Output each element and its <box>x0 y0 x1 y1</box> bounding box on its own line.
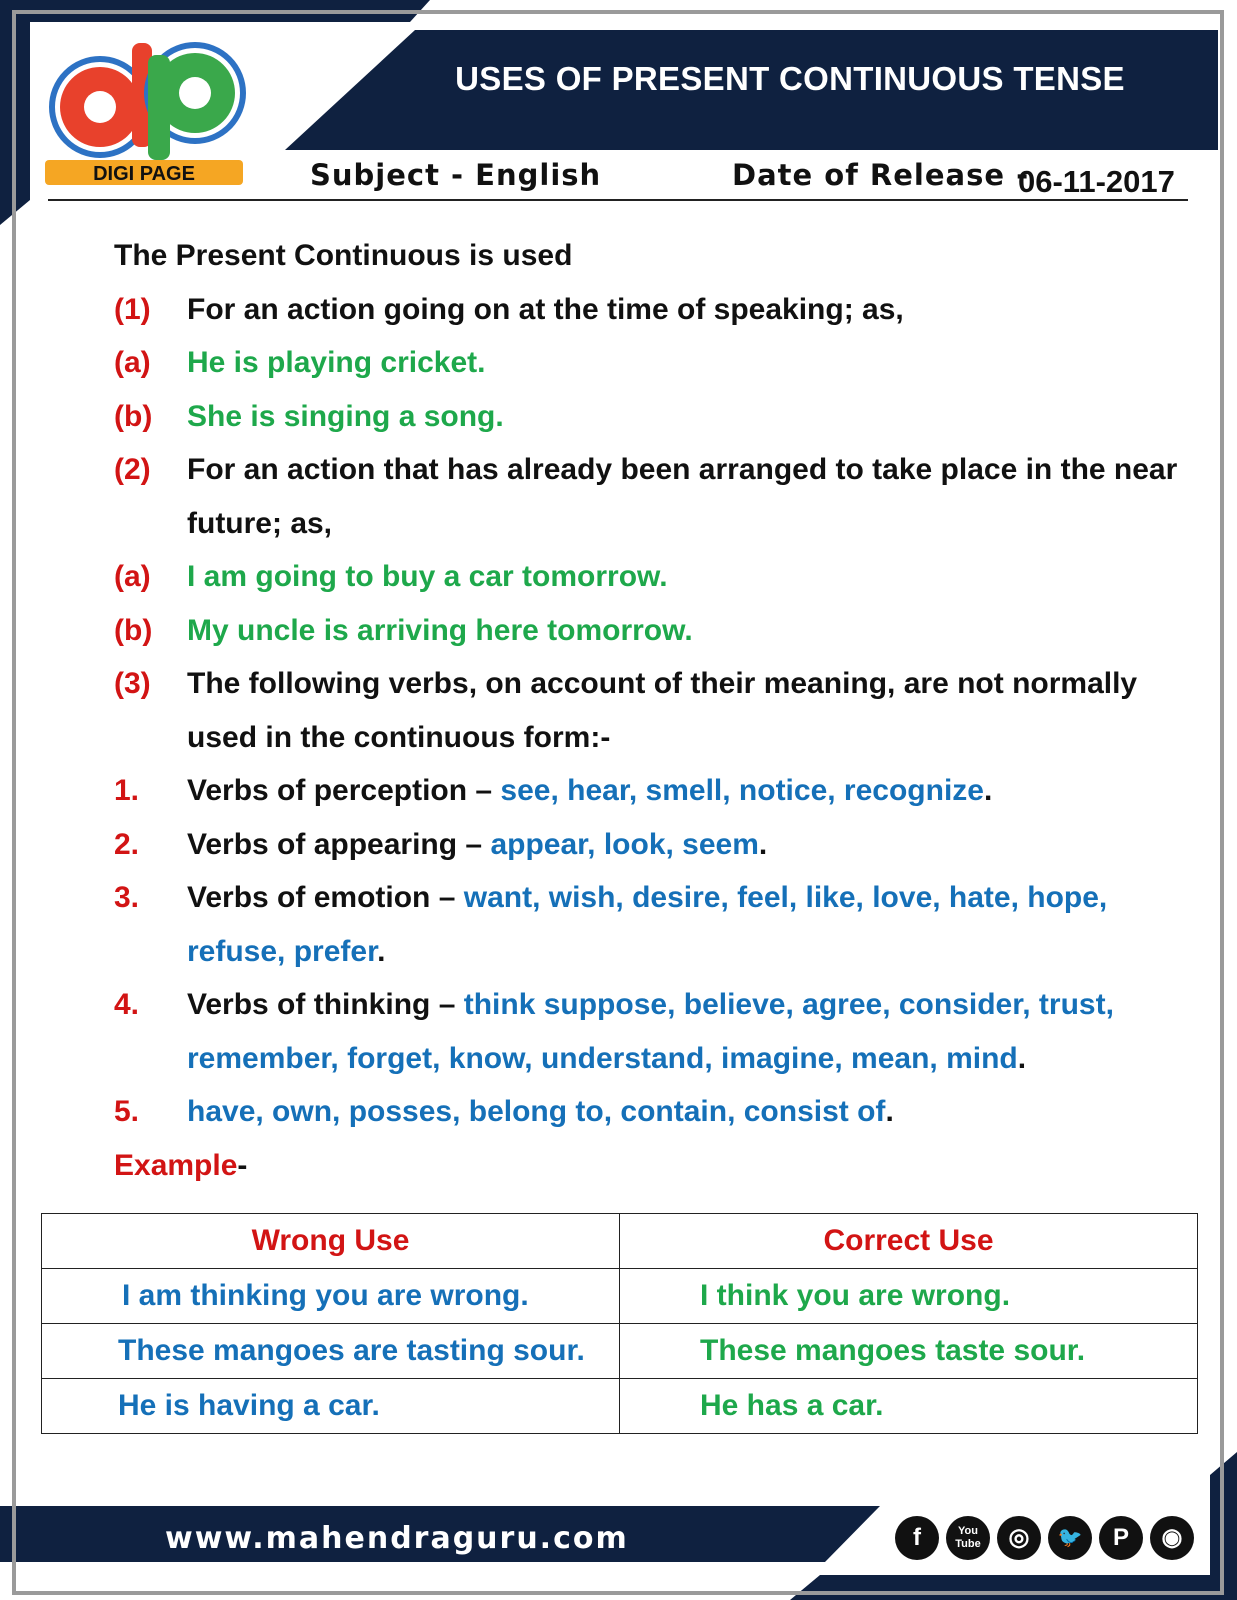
header-wrong-use: Wrong Use <box>42 1214 620 1269</box>
verb-label: Verbs of appearing – <box>187 828 491 861</box>
verb-words: think suppose, believe, agree, consider, trust, <box>463 988 1114 1021</box>
pinterest-icon[interactable] <box>1099 1516 1143 1560</box>
verb-label: Verbs of thinking – <box>187 988 464 1021</box>
example-dash: - <box>237 1149 248 1182</box>
verb-words: appear, look, seem <box>490 828 759 861</box>
item-marker: (1) <box>114 293 151 326</box>
twitter-icon[interactable] <box>1048 1516 1092 1560</box>
item-marker: (a) <box>114 346 151 379</box>
example-table <box>41 1213 1198 1434</box>
table-row <box>42 1324 1198 1379</box>
android-glyph: ◉ <box>1161 1524 1183 1551</box>
verb-end: . <box>377 935 386 968</box>
verb-words: have, own, posses, belong to, contain, consist of <box>187 1095 886 1128</box>
instagram-icon[interactable] <box>997 1516 1041 1560</box>
verb-label: Verbs of emotion – <box>187 881 464 914</box>
item-text: For an action that has already been arranged to take place in the near <box>187 453 1178 486</box>
item-text: future; as, <box>187 507 333 540</box>
facebook-glyph: f <box>913 1524 921 1551</box>
wrong-use-cell: He is having a car. <box>42 1379 620 1434</box>
verb-words: see, hear, smell, notice, recognize <box>500 774 984 807</box>
footer-url[interactable]: www.mahendraguru.com <box>165 1521 629 1556</box>
verb-label: Verbs of perception – <box>187 774 501 807</box>
release-date: 06-11-2017 <box>1018 164 1175 199</box>
item-marker: (b) <box>114 400 153 433</box>
verb-words: want, wish, desire, feel, like, love, hate, hope, <box>463 881 1108 914</box>
item-text: He is playing cricket. <box>187 346 486 379</box>
example-label: Example <box>114 1149 238 1182</box>
item-text: used in the continuous form:- <box>187 721 611 754</box>
item-text: For an action going on at the time of speaking; as, <box>187 293 904 326</box>
item-text: I am going to buy a car tomorrow. <box>187 560 668 593</box>
verb-words-cont: refuse, prefer <box>187 935 378 968</box>
table-header-row <box>42 1214 1198 1269</box>
correct-use-cell: I think you are wrong. <box>620 1269 1198 1324</box>
table-row <box>42 1269 1198 1324</box>
instagram-glyph: ◎ <box>1008 1524 1030 1551</box>
header-divider <box>48 199 1188 201</box>
subject-label: Subject - English <box>310 158 602 192</box>
item-marker: (a) <box>114 560 151 593</box>
wrong-use-cell: I am thinking you are wrong. <box>42 1269 620 1324</box>
item-text: My uncle is arriving here tomorrow. <box>187 614 693 647</box>
verb-marker: 1. <box>114 774 140 807</box>
verb-end: . <box>983 774 993 807</box>
verb-marker: 3. <box>114 881 140 914</box>
youtube-icon[interactable] <box>946 1516 990 1560</box>
example-heading <box>114 1148 247 1184</box>
correct-use-cell: These mangoes taste sour. <box>620 1324 1198 1379</box>
header-correct-use: Correct Use <box>620 1214 1198 1269</box>
verb-marker: 2. <box>114 828 140 861</box>
digi-page-logo <box>40 35 255 195</box>
verb-marker: 4. <box>114 988 140 1021</box>
logo-text: DIGI PAGE <box>93 163 195 185</box>
youtube-glyph: You Tube <box>955 1525 981 1550</box>
facebook-icon[interactable] <box>895 1516 939 1560</box>
verb-end: . <box>758 828 768 861</box>
verb-end: . <box>1017 1042 1027 1075</box>
item-text: She is singing a song. <box>187 400 504 433</box>
verb-end: . <box>885 1095 894 1128</box>
page-title: USES OF PRESENT CONTINUOUS TENSE <box>455 60 1125 97</box>
item-marker: (b) <box>114 614 153 647</box>
wrong-use-cell: These mangoes are tasting sour. <box>42 1324 620 1379</box>
correct-use-cell: He has a car. <box>620 1379 1198 1434</box>
pinterest-glyph: P <box>1112 1524 1129 1551</box>
table-row <box>42 1379 1198 1434</box>
intro-text: The Present Continuous is used <box>114 239 573 272</box>
item-marker: (2) <box>114 453 151 486</box>
item-text: The following verbs, on account of their meaning, are not normally <box>187 667 1138 700</box>
twitter-glyph: 🐦 <box>1057 1527 1083 1549</box>
android-icon[interactable] <box>1150 1516 1194 1560</box>
item-marker: (3) <box>114 667 151 700</box>
verb-marker: 5. <box>114 1095 140 1128</box>
release-label: Date of Release - <box>732 158 1030 192</box>
verb-words-cont: remember, forget, know, understand, imagine, mean, mind <box>187 1042 1018 1075</box>
